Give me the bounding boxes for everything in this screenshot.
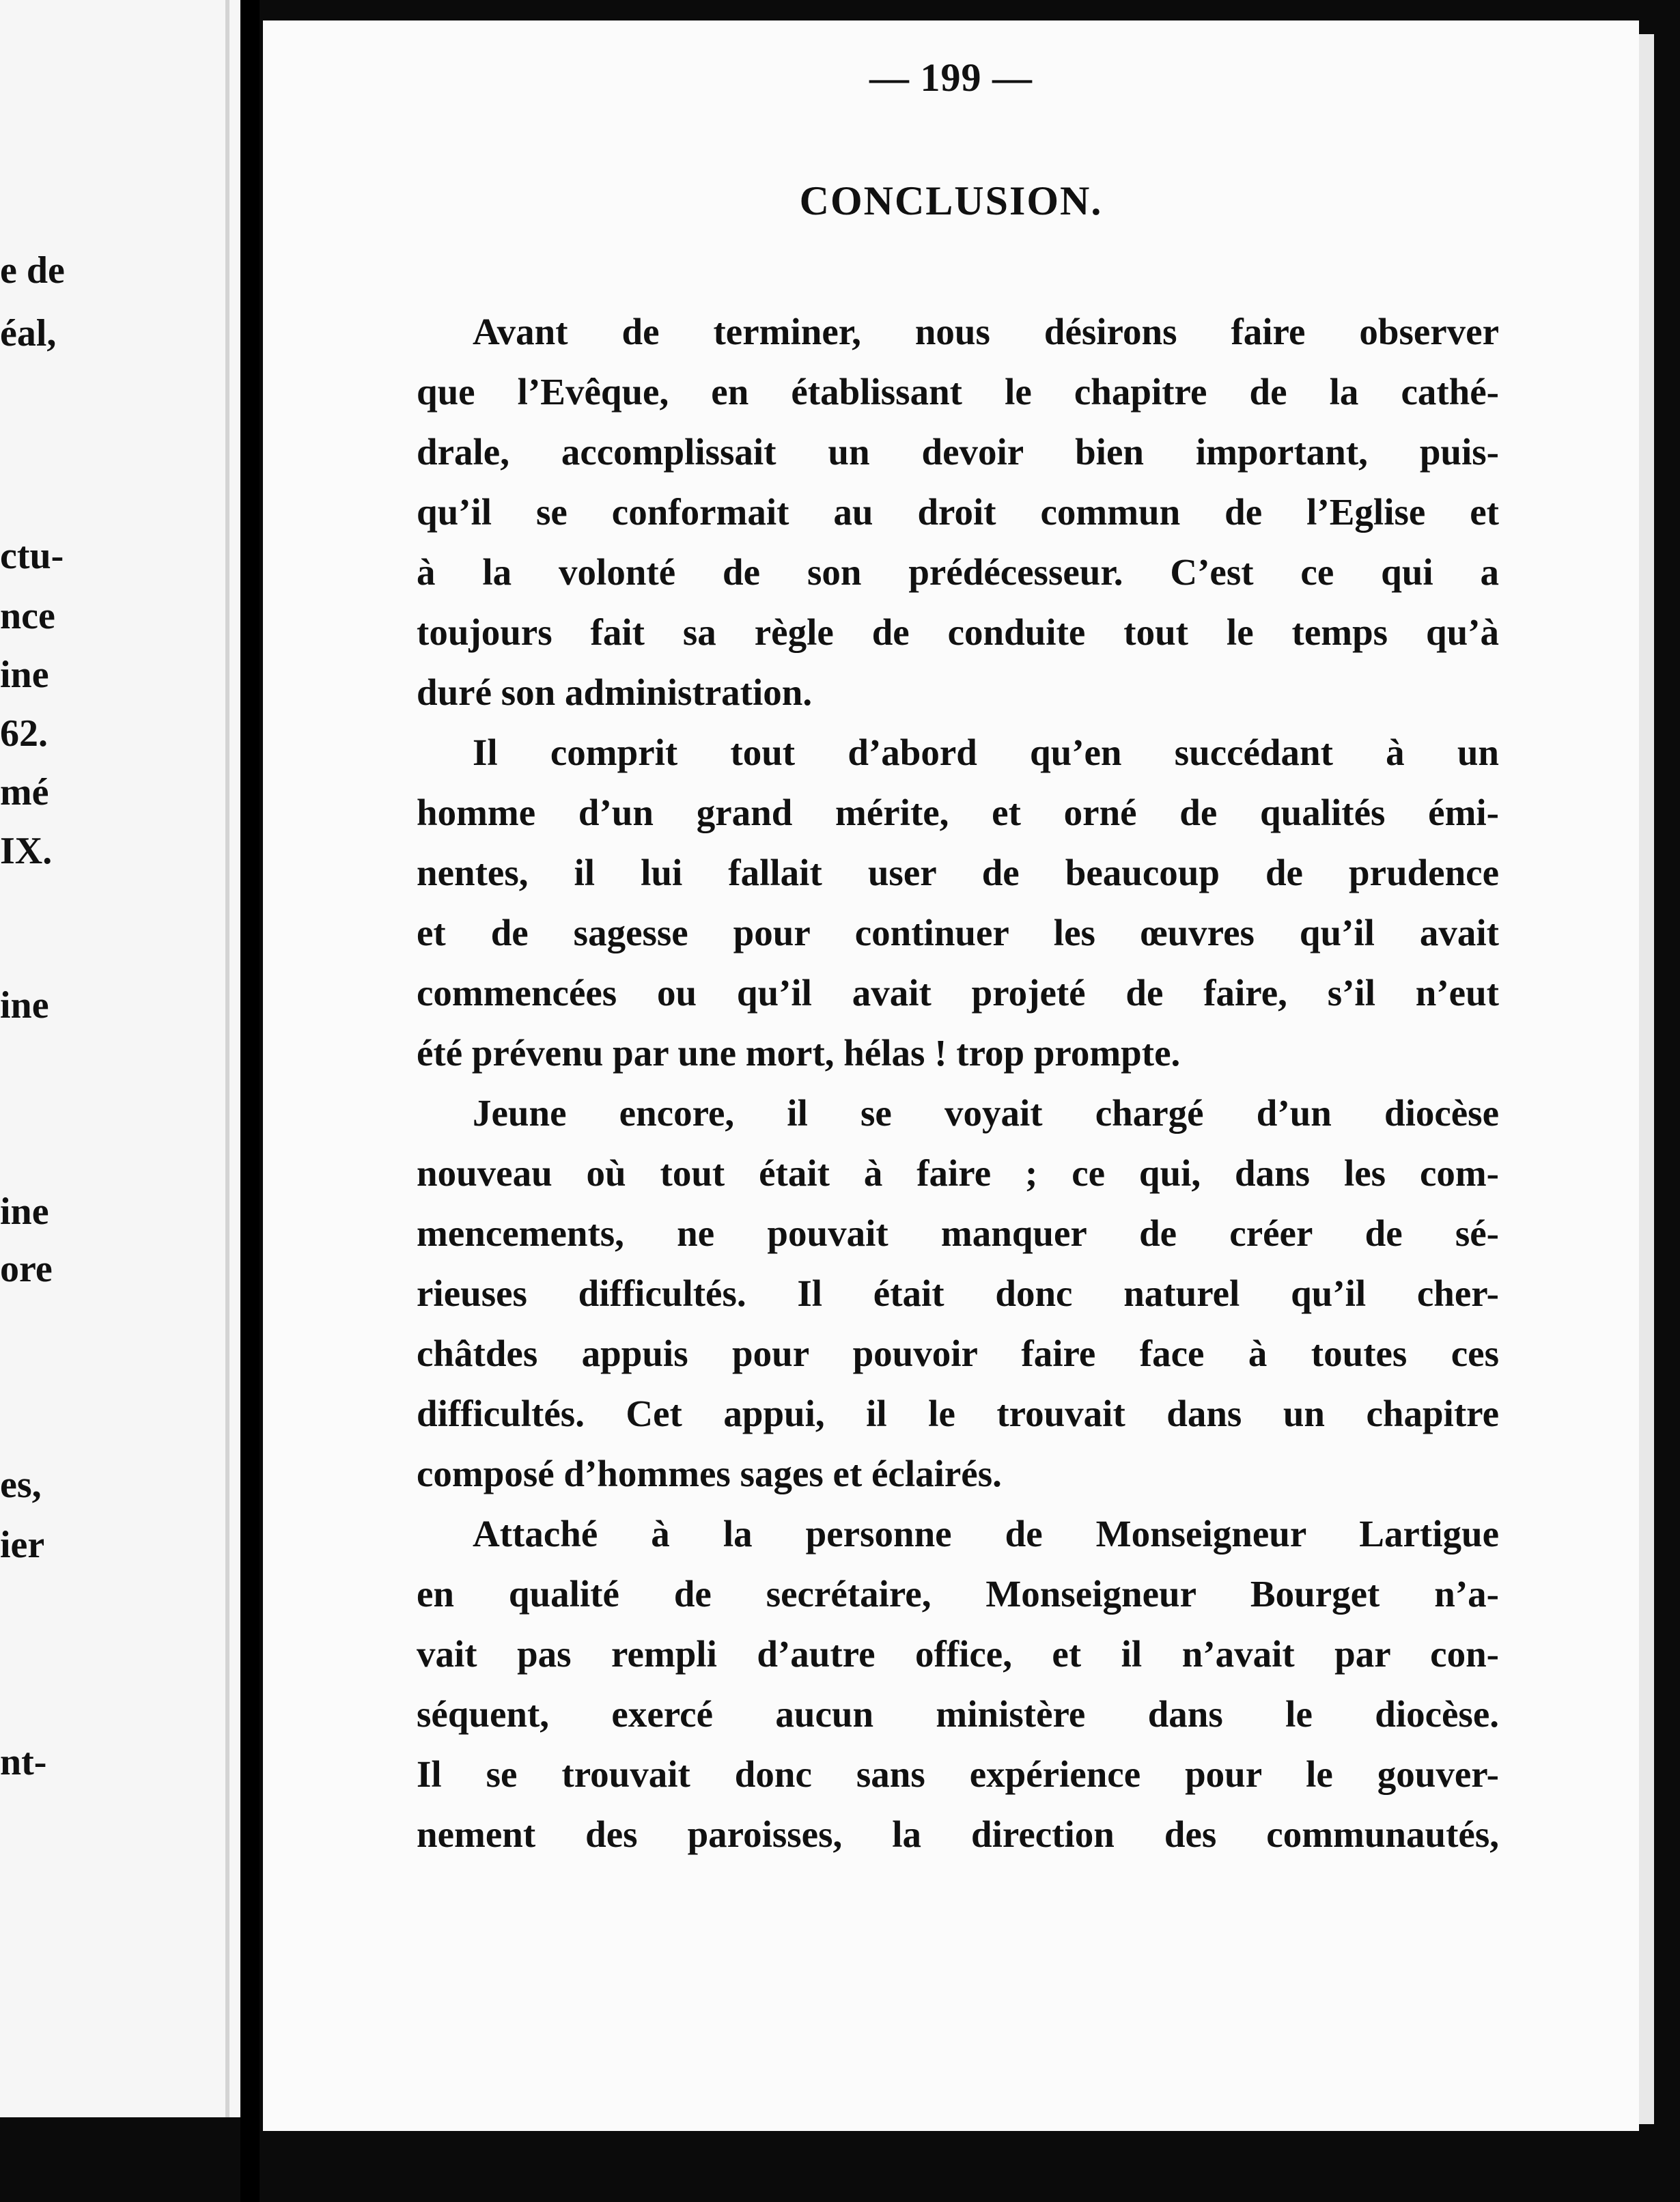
- paragraph-line: qu’il se conformait au droit commun de l’Eglise et: [417, 491, 1499, 533]
- paragraph-line: rieuses difficultés. Il était donc naturel qu’il cher-: [417, 1272, 1499, 1314]
- left-page-fragment-line: es,: [0, 1464, 42, 1506]
- page-edge: [1639, 34, 1654, 2124]
- paragraph-line: en qualité de secrétaire, Monseigneur Bourget n’a-: [417, 1573, 1499, 1615]
- left-page-fragment-line: éal,: [0, 312, 57, 354]
- paragraph-line: drale, accomplissait un devoir bien important, puis-: [417, 431, 1499, 473]
- paragraph-line: à la volonté de son prédécesseur. C’est ce qui a: [417, 551, 1499, 593]
- paragraph-line: vait pas rempli d’autre office, et il n’avait par con-: [417, 1633, 1499, 1675]
- paragraph-line: nouveau où tout était à faire ; ce qui, dans les com-: [417, 1152, 1499, 1194]
- paragraph-line: et de sagesse pour continuer les œuvres qu’il avait: [417, 912, 1499, 953]
- paragraph-line: composé d’hommes sages et éclairés.: [417, 1453, 1002, 1494]
- paragraph-line: Avant de terminer, nous désirons faire observer: [473, 311, 1499, 352]
- left-page-fragment-line: nt-: [0, 1741, 47, 1783]
- section-heading: CONCLUSION.: [799, 178, 1103, 223]
- paragraph-line: Jeune encore, il se voyait chargé d’un diocèse: [473, 1092, 1499, 1134]
- left-page-fragment-line: mé: [0, 771, 49, 813]
- left-page-fragment-line: ine: [0, 984, 49, 1027]
- book-page: [263, 20, 1639, 2131]
- left-page-fragment-line: ore: [0, 1248, 53, 1290]
- left-page-fragment: [0, 0, 240, 2117]
- book-gutter: [240, 0, 260, 2202]
- paragraph-line: nentes, il lui fallait user de beaucoup de prudence: [417, 852, 1499, 893]
- page-number: — 199 —: [869, 55, 1033, 100]
- paragraph-line: toujours fait sa règle de conduite tout le temps qu’à: [417, 611, 1499, 653]
- left-page-fragment-line: ier: [0, 1524, 45, 1566]
- paragraph-line: difficultés. Cet appui, il le trouvait dans un chapitre: [417, 1393, 1499, 1434]
- paragraph-line: duré son administration.: [417, 671, 813, 713]
- paragraph-line: été prévenu par une mort, hélas ! trop prompte.: [417, 1032, 1181, 1074]
- page-fold-line: [225, 0, 229, 2117]
- paragraph-line: Il comprit tout d’abord qu’en succédant à un: [473, 731, 1499, 773]
- left-page-fragment-line: nce: [0, 595, 55, 637]
- body-text: [417, 302, 1499, 1865]
- left-page-fragment-line: ine: [0, 654, 49, 696]
- paragraph-line: homme d’un grand mérite, et orné de qualités émi-: [417, 792, 1499, 833]
- paragraph-line: séquent, exercé aucun ministère dans le diocèse.: [417, 1693, 1499, 1735]
- paragraph-line: Il se trouvait donc sans expérience pour le gouver-: [417, 1753, 1499, 1795]
- left-page-fragment-line: ctu-: [0, 535, 64, 577]
- left-page-fragment-line: e de: [0, 249, 65, 292]
- paragraph-line: Attaché à la personne de Monseigneur Lartigue: [473, 1513, 1499, 1555]
- left-page-fragment-line: IX.: [0, 830, 53, 872]
- paragraph-line: nement des paroisses, la direction des communautés,: [417, 1813, 1499, 1855]
- left-page-fragment-line: ine: [0, 1190, 49, 1233]
- paragraph-line: châtdes appuis pour pouvoir faire face à toutes ces: [417, 1333, 1499, 1374]
- paragraph-line: que l’Evêque, en établissant le chapitre de la cathé-: [417, 371, 1499, 413]
- paragraph-line: commencées ou qu’il avait projeté de faire, s’il n’eut: [417, 972, 1499, 1014]
- paragraph-line: mencements, ne pouvait manquer de créer de sé-: [417, 1212, 1499, 1254]
- left-page-fragment-line: 62.: [0, 712, 48, 755]
